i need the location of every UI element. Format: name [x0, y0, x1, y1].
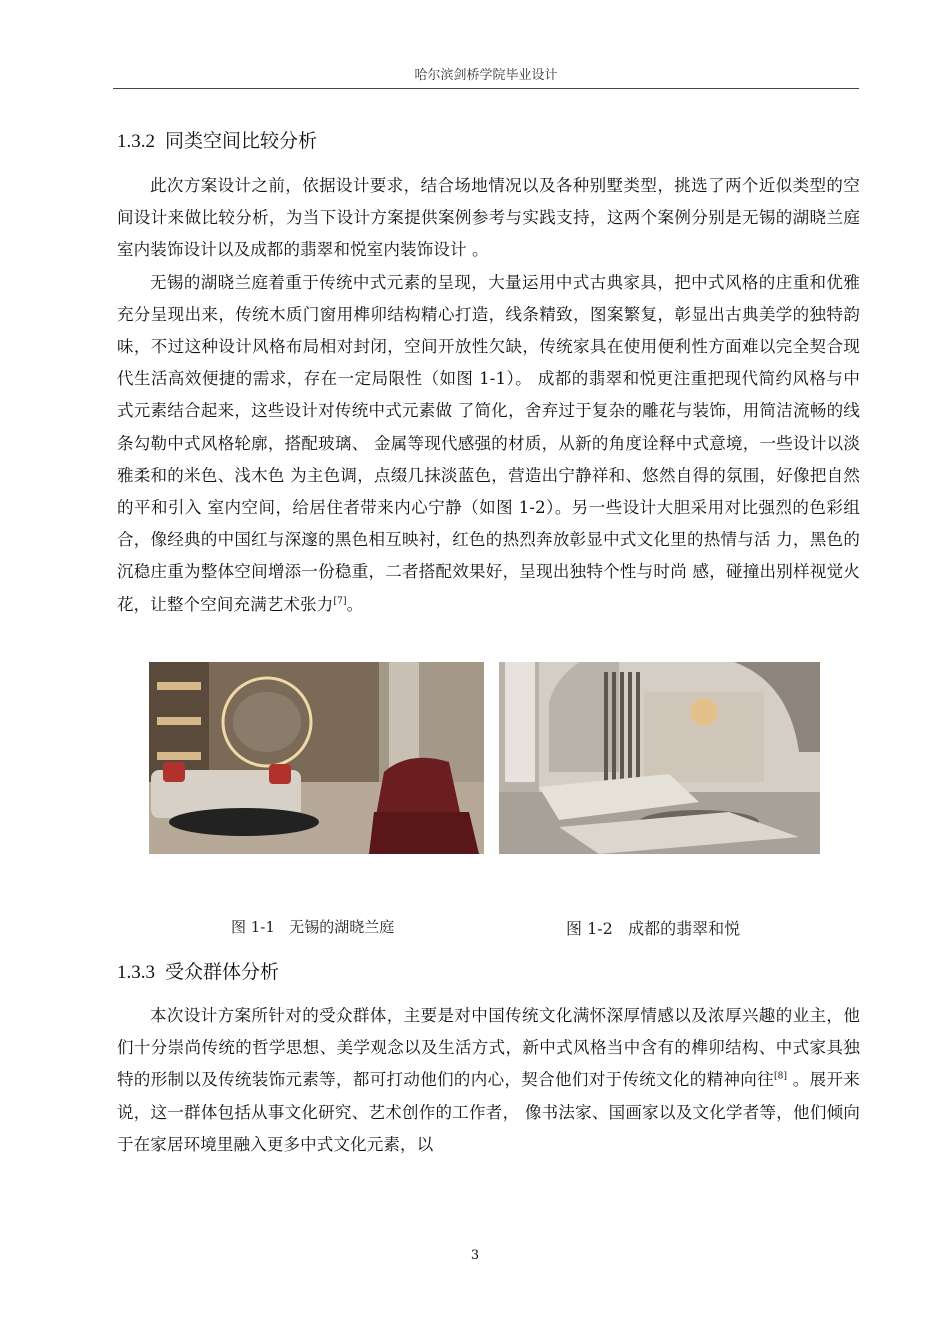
section-heading-1-3-3 — [117, 957, 279, 984]
section-title: 受众群体分析 — [165, 961, 280, 983]
figure-1-2-caption — [566, 916, 740, 939]
running-header: 哈尔滨剑桥学院毕业设计 — [414, 68, 558, 83]
paragraph-comparison-end: 。 — [346, 594, 364, 614]
figure-1-1-image — [149, 662, 484, 854]
section-body-1-3-2 — [117, 170, 860, 621]
figure-1-2-caption-text: 成都的翡翠和悦 — [628, 919, 741, 938]
section-heading-1-3-2 — [117, 126, 317, 153]
paragraph-intro: 此次方案设计之前，依据设计要求，结合场地情况以及各种别墅类型，挑选了两个近似类型的空间设计来做比较分析，为当下设计方案提供案例参考与实践支持，这两个案例分别是无锡的湖晓兰庭室内装饰设计以及成都的翡翠和悦室内装饰设计 。 — [117, 176, 860, 260]
page-number: 3 — [470, 1248, 480, 1263]
citation-8: [8] — [774, 1071, 788, 1082]
section-number: 1.3.2 — [117, 131, 155, 152]
figure-1-1-caption — [231, 916, 394, 937]
section-number: 1.3.3 — [117, 962, 155, 983]
paragraph-audience-text: 本次设计方案所针对的受众群体，主要是对中国传统文化满怀深厚情感以及浓厚兴趣的业主，他们十分崇尚传统的哲学思想、美学观念以及生活方式，新中式风格当中含有的榫卯结构、中式家具独特的形制以及传统装饰元素等，都可打动他们的内心，契合他们对于传统文化的精神向往 — [117, 1006, 860, 1090]
paragraph-audience-rest: 。展开来说，这一群体包括从事文化研究、艺术创作的工作者， 像书法家、国画家以及文化学者等，他们倾向于在家居环境里融入更多中式文化元素，以 — [117, 1070, 860, 1154]
header-rule — [113, 88, 859, 89]
figure-1-1-caption-label: 图 1-1 — [231, 918, 275, 936]
section-body-1-3-3 — [117, 1000, 860, 1161]
citation-7: [7] — [333, 596, 347, 607]
figure-1-2-image — [499, 662, 820, 854]
figure-1-2-caption-label: 图 1-2 — [566, 919, 613, 938]
paragraph-comparison-text: 无锡的湖晓兰庭着重于传统中式元素的呈现，大量运用中式古典家具，把中式风格的庄重和优雅充分呈现出来，传统木质门窗用榫卯结构精心打造，线条精致，图案繁复，彰显出古典美学的独特韵味，不过这种设计风格布局相对封闭，空间开放性欠缺，传统家具在使用便利性方面难以完全契合现代生活高效便捷的需求，存在一定局限性（如图 1-1）。 成都的翡翠和悦更注重把现代简约风格与中式元素结合起来，这些设计对传统中式元素做 了简化，舍弃过于复杂的雕花与装饰，用简洁流畅的线条勾勒中式风格轮廓，搭配玻璃、 金属等现代感强的材质，从新的角度诠释中式意境，一些设计以淡雅柔和的米色、浅木色 为主色调，点缀几抹淡蓝色，营造出宁静祥和、悠然自得的氛围，好像把自然的平和引入 室内空间，给居住者带来内心宁静（如图 1-2）。另一些设计大胆采用对比强烈的色彩组 合，像经典的中国红与深邃的黑色相互映衬，红色的热烈奔放彰显中式文化里的热情与活 力，黑色的沉稳庄重为整体空间增添一份稳重，二者搭配效果好，呈现出独特个性与时尚 感，碰撞出别样视觉火花，让整个空间充满艺术张力 — [117, 272, 860, 614]
paragraph-comparison — [117, 267, 860, 621]
paragraph-audience — [117, 1000, 860, 1161]
section-title: 同类空间比较分析 — [165, 130, 318, 152]
figure-1-1-caption-text: 无锡的湖晓兰庭 — [289, 918, 395, 936]
